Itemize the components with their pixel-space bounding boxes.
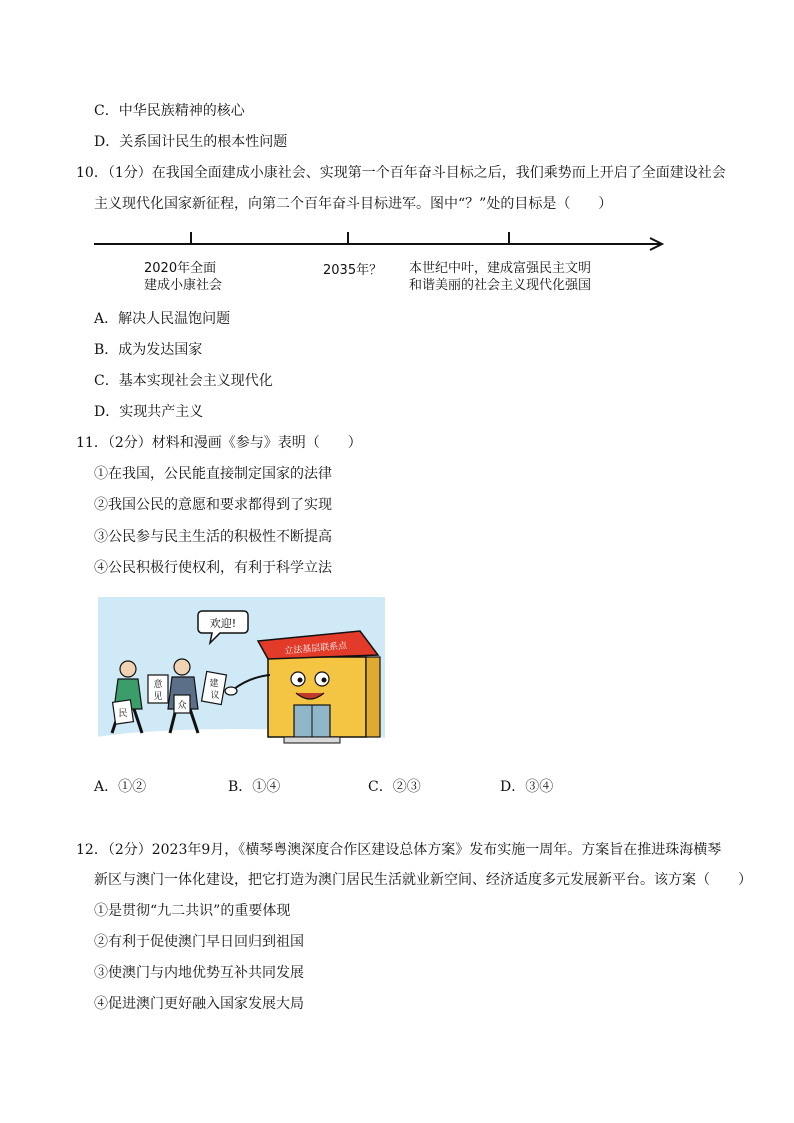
q11-cartoon — [98, 597, 385, 749]
timeline-axis — [90, 228, 670, 258]
q10-option-b: B．成为发达国家 — [94, 342, 203, 358]
q10-option-d: D．实现共产主义 — [94, 404, 204, 420]
building-pupil-right — [322, 678, 327, 683]
q9-option-d: D．关系国计民生的根本性问题 — [94, 134, 288, 150]
cartoon-illustration — [98, 597, 385, 749]
timeline-label-midcentury-line1: 本世纪中叶，建成富强民主文明 — [409, 261, 592, 276]
timeline-label-midcentury — [409, 260, 591, 294]
q10-option-a: A．解决人民温饱问题 — [94, 311, 231, 327]
q11-option-b: B．①④ — [228, 779, 281, 795]
q10-stem-line1: 10．（1分）在我国全面建成小康社会、实现第一个百年奋斗目标之后，我们乘势而上开启了全面建设社会 — [76, 165, 726, 181]
q12-stem-line2: 新区与澳门一体化建设，把它打造为澳门居民生活就业新空间、经济适度多元发展新平台。该方案（ ） — [94, 872, 752, 888]
q10-option-c: C．基本实现社会主义现代化 — [94, 373, 273, 389]
speech-bubble-text: 欢迎! — [209, 617, 237, 630]
q12-stem-line1: 12．（2分）2023年9月，《横琴粤澳深度合作区建设总体方案》发布实施一周年。方案旨在推进珠海横琴 — [76, 842, 722, 858]
person1-paper-text: 民 — [118, 709, 128, 719]
q10-stem-line2: 主义现代化国家新征程，向第二个百年奋斗目标进军。图中“？”处的目标是（ ） — [94, 196, 613, 212]
building-side — [366, 657, 380, 737]
q11-option-c: C．②③ — [368, 779, 421, 795]
q11-stem: 11．（2分）材料和漫画《参与》表明（ ） — [76, 435, 362, 451]
building-step — [284, 737, 340, 743]
q9-option-c: C．中华民族精神的核心 — [94, 103, 245, 119]
q11-statement-3: ③公民参与民主生活的积极性不断提高 — [94, 529, 332, 545]
paper-opinion-text-1: 意 — [153, 680, 163, 690]
q11-option-d: D．③④ — [500, 779, 554, 795]
q12-statement-2: ②有利于促使澳门早日回归到祖国 — [94, 934, 304, 950]
building-sign-text: 立法基层联系点 — [284, 641, 348, 657]
paper-suggestion-text-2: 议 — [210, 691, 220, 701]
timeline-label-2020 — [144, 260, 222, 294]
q11-option-a: A．①② — [94, 779, 147, 795]
q12-statement-3: ③使澳门与内地优势互补共同发展 — [94, 965, 304, 981]
q11-statement-2: ②我国公民的意愿和要求都得到了实现 — [94, 497, 332, 513]
person2-paper-text: 众 — [177, 701, 187, 711]
timeline-label-2020-line2: 建成小康社会 — [144, 278, 223, 293]
paper-suggestion-text-1: 建 — [209, 679, 219, 689]
q11-statement-4: ④公民积极行使权利，有利于科学立法 — [94, 560, 332, 576]
timeline-label-2035: 2035年？ — [323, 263, 383, 278]
timeline-label-2020-line1: 2020年全面 — [144, 261, 217, 276]
building-hand — [225, 687, 237, 695]
building-pupil-left — [298, 678, 303, 683]
q11-options — [94, 776, 614, 796]
q12-statement-4: ④促进澳门更好融入国家发展大局 — [94, 996, 304, 1012]
person1-head — [120, 661, 136, 677]
paper-opinion-text-2: 见 — [153, 692, 163, 702]
q12-statement-1: ①是贯彻“九二共识”的重要体现 — [94, 903, 291, 919]
q10-timeline — [90, 228, 670, 308]
timeline-label-midcentury-line2: 和谐美丽的社会主义现代化强国 — [409, 278, 592, 293]
person2-head — [174, 659, 190, 675]
q11-statement-1: ①在我国，公民能直接制定国家的法律 — [94, 466, 332, 482]
